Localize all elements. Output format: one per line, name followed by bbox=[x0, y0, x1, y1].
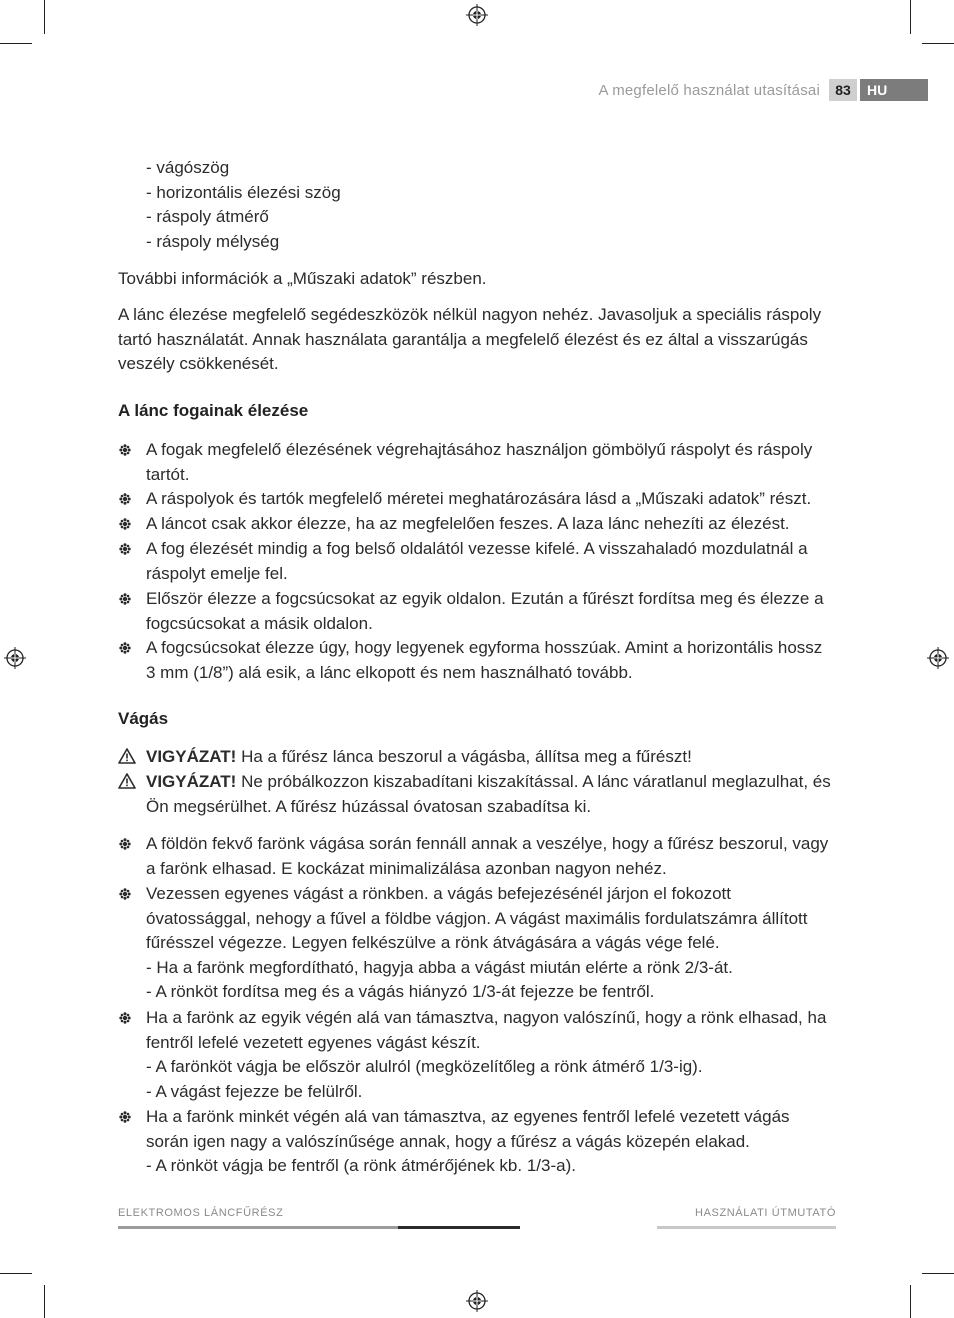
paragraph: További információk a „Műszaki adatok” részben. bbox=[118, 269, 487, 288]
section-heading: Vágás bbox=[118, 709, 169, 728]
list-item-text: Ha a farönk az egyik végén alá van támasztva, nagyon valószínű, hogy a rönk elhasad, ha fentről lefelé vezetett egyenes vágást készít. bbox=[146, 1008, 827, 1052]
warning-triangle-icon bbox=[118, 773, 136, 789]
list-item-text: Vezessen egyenes vágást a rönkben. a vágás befejezésénél járjon el fokozott óvatossággal, nehogy a fűvel a földbe vágjon. A vágást maximális fordulatszámra állított fűrésszel végezze. Legyen felkészülve a rönk átvágására a vágás vége felé. bbox=[146, 884, 808, 953]
list-item: A fog élezését mindig a fog belső oldalától vezesse kifelé. A visszahaladó mozdulatnál a ráspolyt emelje fel. bbox=[146, 539, 808, 583]
bullet-flower-icon bbox=[119, 444, 131, 456]
list-item: A fogak megfelelő élezésének végrehajtásához használjon gömbölyű ráspolyt és ráspoly tartót. bbox=[146, 440, 813, 484]
language-badge: HU bbox=[860, 79, 928, 101]
registration-mark-icon bbox=[4, 647, 26, 669]
bullet-flower-icon bbox=[119, 543, 131, 555]
crop-mark bbox=[44, 0, 45, 34]
warning-label: VIGYÁZAT! bbox=[146, 747, 237, 766]
registration-mark-icon bbox=[927, 647, 949, 669]
registration-mark-icon bbox=[466, 4, 488, 26]
list-subitem: - A rönköt fordítsa meg és a vágás hiányzó 1/3-át fejezze be fentről. bbox=[146, 982, 655, 1002]
registration-mark-icon bbox=[466, 1290, 488, 1312]
bullet-flower-icon bbox=[119, 642, 131, 654]
bullet-flower-icon bbox=[119, 493, 131, 505]
paragraph: A lánc élezése megfelelő segédeszközök nélkül nagyon nehéz. Javasoljuk a speciális ráspoly tartó használatát. Annak használata garantálja a megfelelő élezést és ez által a visszarúgás veszély csökkenését. bbox=[118, 305, 822, 374]
crop-mark bbox=[910, 0, 911, 34]
warning-message: Ne próbálkozzon kiszabadítani kiszakítással. A lánc váratlanul meglazulhat, és Ön megsérülhet. A fűrész húzással óvatosan szabadítsa ki. bbox=[146, 772, 831, 816]
crop-mark bbox=[922, 43, 954, 44]
list-subitem: - A rönköt vágja be fentről (a rönk átmérőjének kb. 1/3-a). bbox=[146, 1156, 576, 1176]
bullet-flower-icon bbox=[119, 518, 131, 530]
warning-text bbox=[146, 745, 836, 770]
warning-triangle-icon bbox=[118, 748, 136, 764]
warning-text bbox=[146, 770, 836, 819]
warning-message: Ha a fűrész lánca beszorul a vágásba, állítsa meg a fűrészt! bbox=[236, 747, 692, 766]
crop-mark bbox=[0, 1273, 32, 1274]
footer-left-text: ELEKTROMOS LÁNCFŰRÉSZ bbox=[118, 1207, 284, 1219]
section-heading: A lánc fogainak élezése bbox=[118, 401, 309, 420]
bullet-flower-icon bbox=[119, 838, 131, 850]
crop-mark bbox=[910, 1285, 911, 1318]
list-item: Először élezze a fogcsúcsokat az egyik oldalon. Ezután a fűrészt fordítsa meg és élezze a fogcsúcsokat a másik oldalon. bbox=[146, 589, 824, 633]
crop-mark bbox=[0, 43, 32, 44]
list-item-text: Ha a farönk minkét végén alá van támasztva, az egyenes fentről lefelé vezetett vágás során igen nagy a valószínűsége annak, hogy a fűrész a vágás közepén elakad. bbox=[146, 1107, 790, 1151]
bullet-flower-icon bbox=[119, 593, 131, 605]
list-item: A ráspolyok és tartók megfelelő méretei meghatározására lásd a „Műszaki adatok” részt. bbox=[146, 489, 812, 508]
list-item: - ráspoly mélység bbox=[146, 232, 280, 251]
list-subitem: - A farönköt vágja be először alulról (megközelítőleg a rönk átmérő 1/3-ig). bbox=[146, 1057, 703, 1077]
list-item: A fogcsúcsokat élezze úgy, hogy legyenek egyforma hosszúak. Amint a horizontális hossz 3 mm (1/8”) alá esik, a lánc elkopott és nem használható tovább. bbox=[146, 638, 823, 682]
list-subitem: - A vágást fejezze be felülről. bbox=[146, 1081, 363, 1101]
page-number: 83 bbox=[829, 79, 857, 101]
footer-bar bbox=[398, 1226, 520, 1229]
bullet-flower-icon bbox=[119, 1111, 131, 1123]
crop-mark bbox=[922, 1273, 954, 1274]
list-item: A láncot csak akkor élezze, ha az megfelelően feszes. A laza lánc nehezíti az élezést. bbox=[146, 514, 790, 533]
bullet-flower-icon bbox=[119, 888, 131, 900]
footer-bar bbox=[118, 1226, 398, 1229]
footer-right-text: HASZNÁLATI ÚTMUTATÓ bbox=[695, 1207, 836, 1219]
list-item bbox=[146, 1105, 836, 1179]
list-item bbox=[146, 1006, 836, 1104]
list-item: - vágószög bbox=[146, 158, 230, 177]
list-item: - horizontális élezési szög bbox=[146, 183, 341, 202]
crop-mark bbox=[44, 1285, 45, 1318]
list-item: - ráspoly átmérő bbox=[146, 207, 269, 226]
list-item: A földön fekvő farönk vágása során fennáll annak a veszélye, hogy a fűrész beszorul, vagy a farönk elhasad. E kockázat minimalizálása azonban nagyon nehéz. bbox=[146, 834, 829, 878]
bullet-flower-icon bbox=[119, 1012, 131, 1024]
footer-bar bbox=[657, 1226, 836, 1229]
header-section-title: A megfelelő használat utasításai bbox=[598, 82, 820, 99]
warning-label: VIGYÁZAT! bbox=[146, 772, 237, 791]
list-subitem: - Ha a farönk megfordítható, hagyja abba a vágást miután elérte a rönk 2/3-át. bbox=[146, 957, 733, 977]
list-item bbox=[146, 882, 836, 1005]
